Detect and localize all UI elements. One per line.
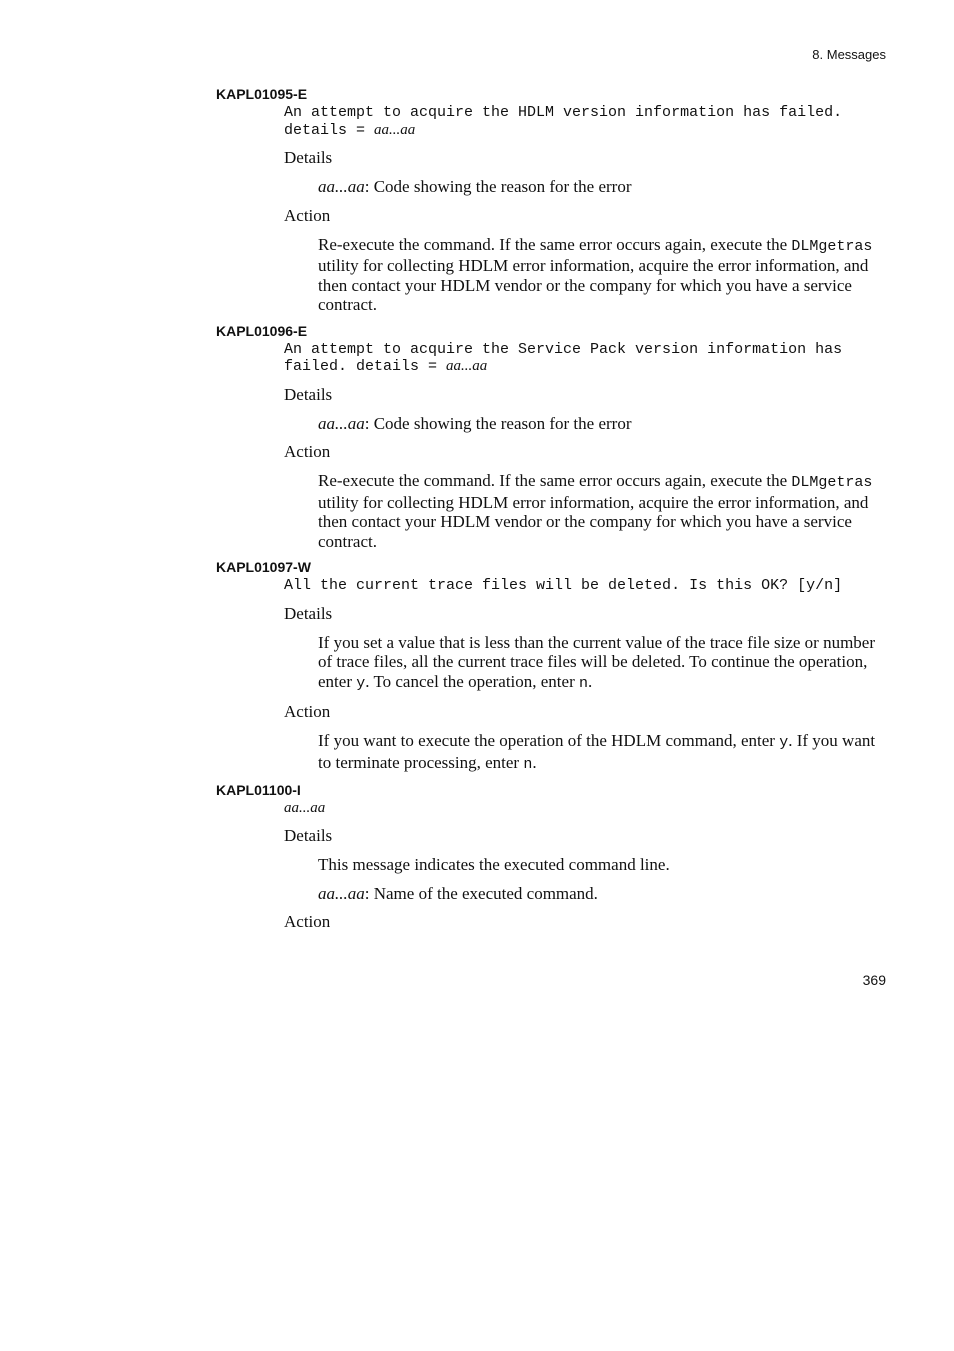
- details-heading: Details: [284, 603, 333, 623]
- message-entry: [216, 559, 888, 774]
- action-body: [318, 471, 888, 551]
- details-heading: Details: [284, 384, 333, 404]
- details-variable: aa...aa: [318, 413, 365, 433]
- action-text: Re-execute the command. If the same error occurs again, execute the: [318, 471, 792, 490]
- message-entry: [216, 782, 888, 932]
- message-id: KAPL01100-I: [216, 782, 301, 798]
- details-text-mid: . To cancel the operation, enter: [365, 671, 579, 691]
- details-text-end: .: [588, 671, 593, 691]
- details-code: n: [579, 674, 589, 692]
- action-heading: Action: [284, 442, 331, 461]
- details-code: y: [356, 674, 366, 692]
- details-variable: aa...aa: [318, 177, 365, 196]
- page-number: 369: [862, 972, 886, 988]
- action-code: y: [779, 734, 789, 751]
- action-heading: Action: [284, 205, 331, 225]
- message-text: [284, 104, 888, 139]
- message-entry: [216, 86, 888, 315]
- action-heading: Action: [284, 912, 331, 931]
- message-id: KAPL01095-E: [216, 86, 308, 102]
- message-text: All the current trace files will be deleted. Is this OK? [y/n]: [284, 577, 843, 594]
- action-code: n: [523, 755, 533, 773]
- message-text-body: An attempt to acquire the HDLM version information has failed. details =: [284, 104, 843, 139]
- action-code: DLMgetras: [791, 474, 873, 491]
- message-variable: aa...aa: [446, 358, 488, 374]
- message-variable: aa...aa: [284, 800, 326, 816]
- details-body: [318, 633, 888, 694]
- action-body: [318, 235, 888, 315]
- message-id: KAPL01096-E: [216, 322, 308, 339]
- action-text: Re-execute the command. If the same error occurs again, execute the: [318, 234, 792, 254]
- action-text-end: utility for collecting HDLM error information, acquire the error information, and then contact your HDLM vendor or the company for which you have a service contract.: [318, 492, 869, 551]
- message-list: [216, 86, 888, 940]
- details-body: [318, 177, 888, 197]
- chapter-header: 8. Messages: [812, 47, 886, 62]
- message-text: [284, 341, 888, 376]
- action-code: DLMgetras: [791, 237, 873, 255]
- details-body: [318, 414, 888, 434]
- message-text-body: An attempt to acquire the Service Pack version information has failed. details =: [284, 340, 843, 375]
- details-text: If you set a value that is less than the current value of the trace file size or number of trace files, all the current trace files will be deleted. To continue the operation, enter: [318, 632, 876, 691]
- action-text: If you want to execute the operation of the HDLM command, enter: [318, 731, 780, 750]
- action-text-mid: . If you want to terminate processing, enter: [318, 731, 876, 772]
- message-id: KAPL01097-W: [216, 559, 311, 575]
- details-text: : Code showing the reason for the error: [364, 177, 632, 196]
- action-text-end: utility for collecting HDLM error information, acquire the error information, and then contact your HDLM vendor or the company for which you have a service contract.: [318, 256, 869, 314]
- details-text: : Name of the executed command.: [364, 883, 598, 903]
- message-variable: aa...aa: [374, 121, 416, 138]
- details-body: [318, 884, 888, 904]
- details-heading: Details: [284, 826, 333, 845]
- action-body: [318, 731, 888, 774]
- details-variable: aa...aa: [318, 883, 365, 903]
- message-entry: [216, 323, 888, 552]
- details-body: This message indicates the executed command line.: [318, 855, 670, 874]
- action-text-end: .: [532, 752, 537, 772]
- details-text: : Code showing the reason for the error: [364, 413, 632, 433]
- details-heading: Details: [284, 148, 333, 167]
- action-heading: Action: [284, 702, 331, 721]
